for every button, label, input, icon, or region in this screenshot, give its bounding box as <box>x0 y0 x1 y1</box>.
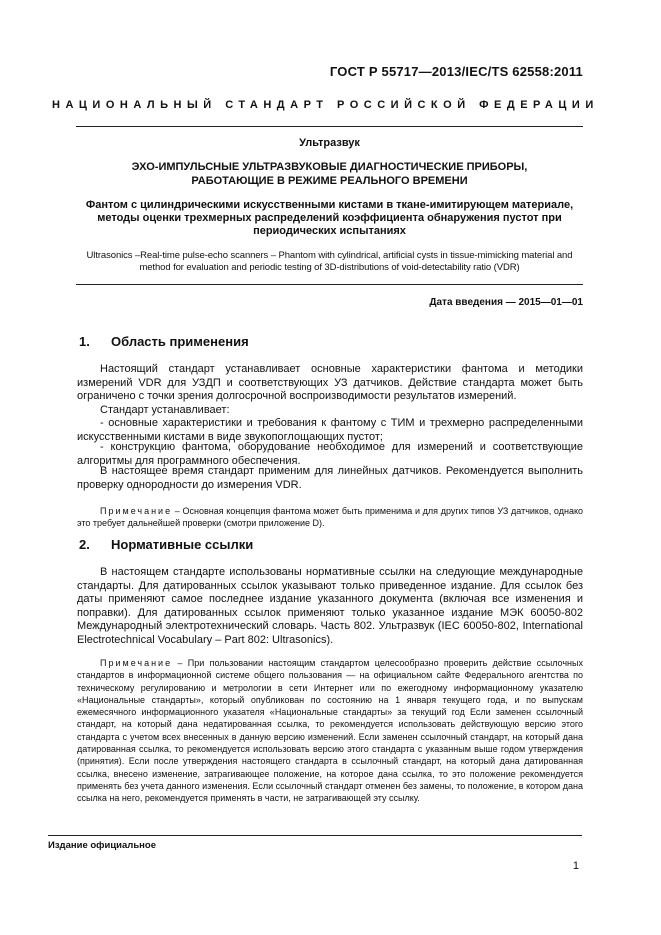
note-text: – Основная концепция фантома может быть применима и для других типов УЗ датчиков, однако это требует дальнейшей проверки (смотри приложение D). <box>77 506 583 529</box>
title-divider <box>76 284 583 285</box>
main-title-line: РАБОТАЮЩИЕ В РЕЖИМЕ РЕАЛЬНОГО ВРЕМЕНИ <box>191 175 468 187</box>
section-title: Область применения <box>111 334 249 349</box>
english-title <box>76 250 583 274</box>
paragraph: - конструкцию фантома, оборудование необходимое для измерений и соответствующие алгоритмы для программного обеспечения. <box>77 441 583 467</box>
standard-number: ГОСТ Р 55717—2013/IEC/TS 62558:2011 <box>329 64 583 79</box>
note-label: Примечание <box>100 506 173 516</box>
footer-divider <box>48 835 582 836</box>
paragraph: Настоящий стандарт устанавливает основные характеристики фантома и методики измерений VDR для УЗДП и соответствующих УЗ датчиков. Действие стандарта может быть ограничено с точки зрения долгосрочной воспроизводимости результатов измерений. <box>77 363 583 403</box>
paragraph: В настоящем стандарте использованы нормативные ссылки на следующие международные стандарты. Для датированных ссылок указывают только приведенное издание. Для ссылок без даты применяют самое последнее издание указанного документа (включая все изменения и поправки). Для датированных ссылок применяют только указанное издание МЭК 60050-802 Международный электротехнический словарь. Часть 802. Ультразвук (IEC 60050-802, International Electrotechnical Vocabulary – Part 802: Ultrasonics). <box>77 566 583 646</box>
header-divider <box>76 126 583 127</box>
section-number: 1. <box>79 334 90 349</box>
intro-date: Дата введения — 2015—01—01 <box>429 297 583 308</box>
main-title-line: ЭХО-ИМПУЛЬСНЫЕ УЛЬТРАЗВУКОВЫЕ ДИАГНОСТИЧЕСКИЕ ПРИБОРЫ, <box>131 161 528 173</box>
english-title-line: method for evaluation and periodic testing of 3D-distributions of void-detectability ratio (VDR) <box>139 262 520 273</box>
note <box>77 657 583 805</box>
sub-title-line: Фантом с цилиндрическими искусственными кистами в ткане-имитирующем материале, <box>85 199 574 211</box>
topic-title: Ультразвук <box>299 137 360 149</box>
note-label: Примечание <box>100 658 173 668</box>
national-standard-banner: НАЦИОНАЛЬНЫЙ СТАНДАРТ РОССИЙСКОЙ ФЕДЕРАЦИИ <box>52 99 599 111</box>
section-title: Нормативные ссылки <box>111 537 254 552</box>
section-2-heading <box>79 537 253 552</box>
section-number: 2. <box>79 537 90 552</box>
paragraph: В настоящее время стандарт применим для линейных датчиков. Рекомендуется выполнить проверку однородности до измерения VDR. <box>77 465 583 491</box>
edition-label: Издание официальное <box>48 840 156 851</box>
main-title <box>76 160 583 188</box>
sub-title <box>76 199 583 238</box>
section-1-heading <box>79 334 249 349</box>
note <box>77 505 583 530</box>
sub-title-line: периодических испытаниях <box>253 225 406 237</box>
paragraph: - основные характеристики и требования к фантому с ТИМ и трехмерно распределенными искусственными кистами в виде звукопоглощающих пустот; <box>77 417 583 443</box>
paragraph: Стандарт устанавливает: <box>100 404 230 416</box>
english-title-line: Ultrasonics –Real-time pulse-echo scanners – Phantom with cylindrical, artificial cysts in tissue-mimicking material and <box>86 250 573 261</box>
page-number: 1 <box>572 860 579 872</box>
note-text: – При пользовании настоящим стандартом целесообразно проверить действие ссылочных стандартов в информационной системе общего пользования — на официальном сайте Федерального агентства по техническому регулированию и метрологии в сети Интернет или по ежегодному информационному указателю «Национальные стандарты», который опубликован по состоянию на 1 января текущего года, и по выпускам ежемесячного информационного указателя «Национальные стандарты» за текущий год Если заменен ссылочный стандарт, на который дана недатированная ссылка, то рекомендуется использовать действующую версию этого стандарта с учетом всех внесенных в данную версию изменений. Если заменен ссылочный стандарт, на который дана датированная ссылка, то рекомендуется использовать версию этого стандарта с указанным выше годом утверждения (принятия). Если после утверждения настоящего стандарта в ссылочный стандарт, на который дана датированная ссылка, внесено изменение, затрагивающее положение, на которое дана ссылка, то это положение рекомендуется применять без учета данного изменения. Если ссылочный стандарт отменен без замены, то положение, в котором дана ссылка на него, рекомендуется применять в части, не затрагивающей эту ссылку. <box>77 658 583 804</box>
sub-title-line: методы оценки трехмерных распределений коэффициента обнаружения пустот при <box>97 212 562 224</box>
